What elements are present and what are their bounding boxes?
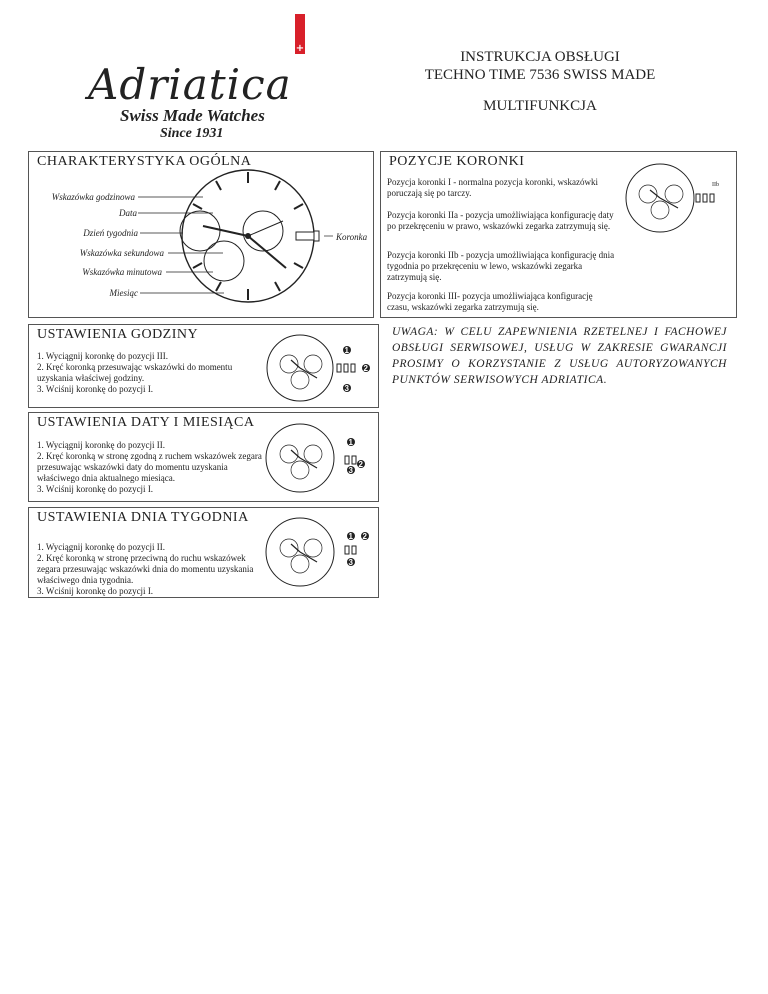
label-second-hand: Wskazówka sekundowa — [79, 248, 164, 258]
document-title: INSTRUKCJA OBSŁUGI TECHNO TIME 7536 SWISS MADE — [424, 49, 656, 83]
svg-text:3: 3 — [348, 466, 353, 475]
date-setting-title: USTAWIENIA DATY I MIESIĄCA — [37, 415, 255, 430]
date-setting-diagram — [265, 418, 375, 498]
weekday-step-3: 3. Wciśnij koronkę do pozycji I. — [37, 586, 154, 596]
label-minute-hand: Wskazówka minutowa — [82, 267, 162, 277]
svg-text:2: 2 — [358, 460, 363, 469]
label-hour-hand: Wskazówka godzinowa — [51, 192, 135, 202]
date-step-2: 2. Kręć koronką w stronę zgodną z ruchem wskazówek zegara przesuwając wskazówki daty do momentu uzyskania właściwego dnia aktualnego miesiąca. — [37, 451, 262, 483]
svg-text:1: 1 — [348, 532, 353, 541]
weekday-step-2: 2. Kręć koronką w stronę przeciwną do ruchu wskazówek zegara przesuwając wskazówki dnia do momentu uzyskania właściwego dnia tygodnia. — [37, 553, 254, 585]
crown-positions-diagram — [620, 160, 728, 240]
crown-position-2b: Pozycja koronki IIb - pozycja umożliwiająca konfigurację dnia tygodnia po przekręceniu w lewo, wskazówki zegarka zatrzymują się. — [387, 250, 615, 282]
weekday-setting-diagram — [265, 512, 375, 592]
time-setting-title: USTAWIENIA GODZINY — [37, 327, 199, 342]
label-weekday: Dzień tygodnia — [83, 228, 138, 238]
crown-diagram-label: IIb — [712, 182, 719, 188]
crown-positions-title: POZYCJE KORONKI — [389, 154, 525, 169]
svg-text:2: 2 — [362, 532, 367, 541]
crown-position-3: Pozycja koronki III- pozycja umożliwiająca konfigurację czasu, wskazówki zegarka zatrzymują się. — [387, 291, 593, 312]
brand-logo: Adriatica — [88, 60, 292, 109]
label-month: Miesiąc — [109, 288, 138, 298]
general-title: CHARAKTERYSTYKA OGÓLNA — [37, 154, 252, 169]
weekday-step-1: 1. Wyciągnij koronkę do pozycji II. — [37, 542, 166, 552]
service-warning: UWAGA: W CELU ZAPEWNIENIA RZETELNEJ I FACHOWEJ OBSŁUGI SERWISOWEJ, USŁUG W ZAKRESIE GWARANCJI PROSIMY O KORZYSTANIE Z USŁUG AUTORYZOWANYCH PUNKTÓW SERWISOWYCH ADRIATICA. — [392, 326, 727, 386]
watch-diagram — [28, 151, 373, 317]
crown-position-1: Pozycja koronki I - normalna pozycja koronki, wskazówki poruczają się po tarczy. — [387, 177, 598, 198]
time-step-1: 1. Wyciągnij koronkę do pozycji III. — [37, 351, 169, 361]
brand-tagline: Swiss Made Watches — [120, 106, 265, 125]
svg-text:3: 3 — [348, 558, 353, 567]
time-setting-diagram — [265, 330, 375, 405]
time-step-2: 2. Kręć koronką przesuwając wskazówki do momentu uzyskania właściwej godziny. — [37, 362, 233, 383]
svg-text:3: 3 — [344, 384, 349, 393]
svg-text:1: 1 — [344, 346, 349, 355]
swiss-flag-icon: + — [295, 14, 305, 54]
date-step-1: 1. Wyciągnij koronkę do pozycji II. — [37, 440, 166, 450]
svg-text:1: 1 — [348, 438, 353, 447]
label-date: Data — [119, 208, 137, 218]
time-step-3: 3. Wciśnij koronkę do pozycji I. — [37, 384, 154, 394]
label-crown: Koronka — [336, 232, 368, 242]
svg-text:2: 2 — [363, 364, 368, 373]
brand-since: Since 1931 — [160, 126, 224, 141]
crown-position-2a: Pozycja koronki IIa - pozycja umożliwiająca konfigurację daty po przekręceniu w prawo, wskazówki zegarka zatrzymują się. — [387, 210, 614, 231]
date-step-3: 3. Wciśnij koronkę do pozycji I. — [37, 484, 154, 494]
weekday-setting-title: USTAWIENIA DNIA TYGODNIA — [37, 510, 249, 525]
document-subtitle: MULTIFUNKCJA — [483, 98, 597, 114]
